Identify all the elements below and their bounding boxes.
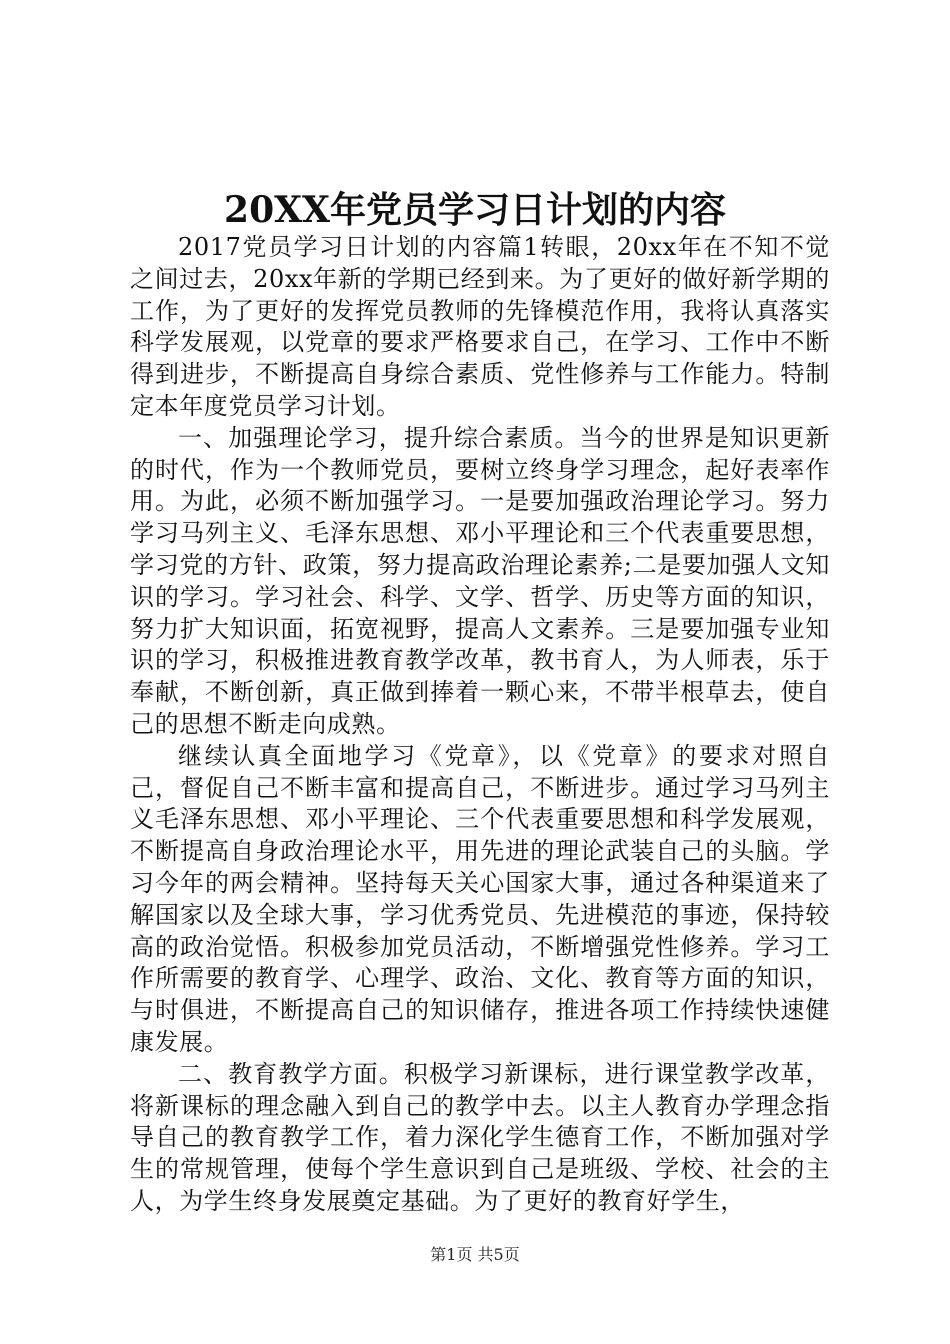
- paragraph-party-constitution: 继续认真全面地学习《党章》，以《党章》的要求对照自己，督促自己不断丰富和提高自己，不断进步。通过学习马列主义毛泽东思想、邓小平理论、三个代表重要思想和科学发展观，不断提高自身政治理论水平，用先进的理论武装自己的头脑。学习今年的两会精神。坚持每天关心国家大事，通过各种渠道来了解国家以及全球大事，学习优秀党员、先进模范的事迹，保持较高的政治觉悟。积极参加党员活动，不断增强党性修养。学习工作所需要的教育学、心理学、政治、文化、教育等方面的知识，与时俱进，不断提高自己的知识储存，推进各项工作持续快速健康发展。: [130, 741, 830, 1056]
- paragraph-theory-study: 一、加强理论学习，提升综合素质。当今的世界是知识更新的时代，作为一个教师党员，要树立终身学习理念，起好表率作用。为此，必须不断加强学习。一是要加强政治理论学习。努力学习马列主义、毛泽东思想、邓小平理论和三个代表重要思想，学习党的方针、政策，努力提高政治理论素养;二是要加强人文知识的学习。学习社会、科学、文学、哲学、历史等方面的知识，努力扩大知识面，拓宽视野，提高人文素养。三是要加强专业知识的学习，积极推进教育教学改革，教书育人，为人师表，乐于奉献，不断创新，真正做到捧着一颗心来，不带半根草去，使自己的思想不断走向成熟。: [130, 423, 830, 738]
- document-body: [130, 232, 830, 1218]
- document-title: 20XX年党员学习日计划的内容: [224, 189, 726, 231]
- paragraph-intro: 2017党员学习日计划的内容篇1转眼，20xx年在不知不觉之间过去，20xx年新的学期已经到来。为了更好的做好新学期的工作，为了更好的发挥党员教师的先锋模范作用，我将认真落实科学发展观，以党章的要求严格要求自己，在学习、工作中不断得到进步，不断提高自身综合素质、党性修养与工作能力。特制定本年度党员学习计划。: [130, 233, 830, 420]
- paragraph-teaching: 二、教育教学方面。积极学习新课标，进行课堂教学改革，将新课标的理念融入到自己的教学中去。以主人教育办学理念指导自己的教育教学工作，着力深化学生德育工作，不断加强对学生的常规管理，使每个学生意识到自己是班级、学校、社会的主人，为学生终身发展奠定基础。为了更好的教育好学生，: [130, 1059, 830, 1215]
- page-footer: 第1页 共5页: [430, 1245, 520, 1264]
